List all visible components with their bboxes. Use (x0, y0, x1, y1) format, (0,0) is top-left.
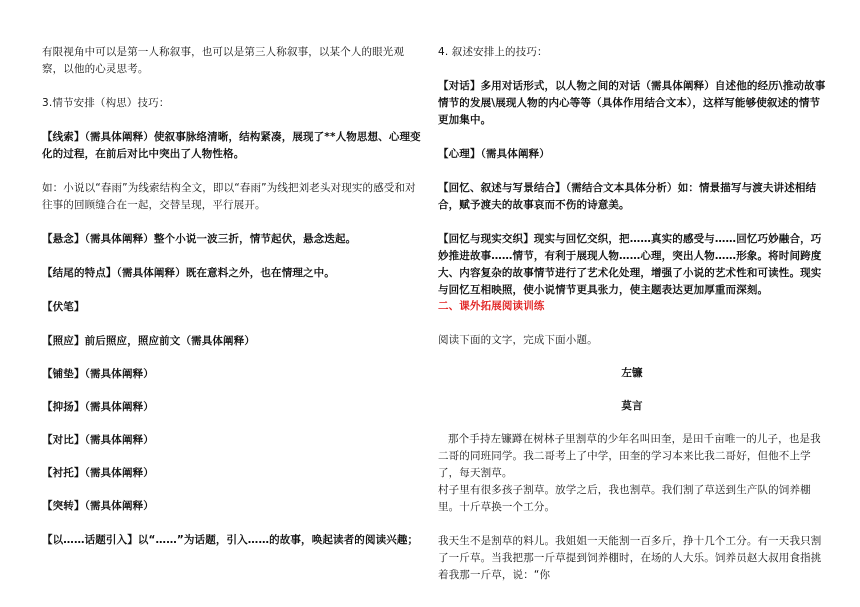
paragraph-limited-perspective: 有限视角中可以是第一人称叙事，也可以是第三人称叙事，以某个人的眼光观察，以他的心灵思考。 (42, 46, 405, 75)
paragraph-topic-intro: 【以……话题引入】以“……”为话题，引入……的故事，唤起读者的阅读兴趣； (42, 534, 419, 546)
paragraph-contrast: 【对比】（需具体阐释） (42, 434, 154, 446)
story-paragraph-2: 村子里有很多孩子割草。放学之后，我也割草。我们割了草送到生产队的饲养棚里。十斤草换一个工分。 (438, 484, 811, 513)
paragraph-groundwork: 【铺垫】（需具体阐释） (42, 368, 154, 380)
story-title: 左镰 (621, 367, 643, 379)
story-author: 莫言 (621, 400, 643, 412)
paragraph-foil: 【衬托】（需具体阐释） (42, 467, 154, 479)
section-heading-extended-reading: 二、课外拓展阅读训练 (438, 300, 545, 312)
paragraph-foreshadowing: 【伏笔】 (42, 301, 85, 313)
story-paragraph-3: 我天生不是割草的料儿。我姐姐一天能割一百多斤，挣十几个工分。有一天我只割了一斤草。当我把那一斤草提到饲养棚时，在场的人大乐。饲养员赵大叔用食指挑着我那一斤草，说：“你 (438, 535, 822, 581)
paragraph-spring-rain-example: 如：小说以“春雨”为线索结构全文，即以“春雨”为线把刘老头对现实的感受和对往事的回顾缝合在一起，交替呈现，平行展开。 (42, 182, 416, 211)
story-paragraph-1: 那个手持左镰蹲在树林子里割草的少年名叫田奎，是田千亩唯一的儿子，也是我二哥的同班同学。我二哥考上了中学，田奎的学习本来比我二哥好，但他不上学了，每天割草。 (438, 433, 821, 479)
heading-narrative-techniques: 4. 叙述安排上的技巧： (438, 46, 548, 58)
paragraph-sudden-turn: 【突转】（需具体阐释） (42, 500, 154, 512)
paragraph-memory-scenery: 【回忆、叙述与写景结合】（需结合文本具体分析）如：情景描写与渡夫讲述相结合，赋予渡夫的故事哀而不伤的诗意美。 (438, 182, 817, 211)
paragraph-suspense: 【悬念】（需具体阐释）整个小说一波三折，情节起伏，悬念迭起。 (42, 233, 357, 245)
reading-instruction: 阅读下面的文字，完成下面小题。 (438, 334, 598, 346)
paragraph-restraint: 【抑扬】（需具体阐释） (42, 401, 154, 413)
paragraph-memory-reality: 【回忆与现实交织】现实与回忆交织，把……真实的感受与……回忆巧妙融合，巧妙推进故事……情节，有利于展现人物……心理，突出人物……形象。将时间跨度大、内容复杂的故事情节进行了艺术化处理，增强了小说的艺术性和可读性。现实与回忆互相映照，使小说情节更具张力，使主题表达更加厚重而深刻。 (438, 233, 822, 296)
paragraph-dialogue: 【对话】多用对话形式，以人物之间的对话（需具体阐释）自述他的经历\推动故事情节的发展\展现人物的内心等等（具体作用结合文本），这样写能够使叙述的情节更加集中。 (438, 80, 826, 126)
heading-plot-techniques: 3.情节安排（构思）技巧： (42, 97, 170, 109)
paragraph-clue: 【线索】（需具体阐释）使叙事脉络清晰，结构紧凑，展现了**人物思想、心理变化的过程，在前后对比中突出了人物性格。 (42, 131, 421, 160)
paragraph-echo: 【照应】前后照应，照应前文（需具体阐释） (42, 335, 255, 347)
paragraph-ending: 【结尾的特点】（需具体阐释）既在意料之外，也在情理之中。 (42, 267, 335, 279)
paragraph-psychology: 【心理】（需具体阐释） (438, 148, 550, 160)
